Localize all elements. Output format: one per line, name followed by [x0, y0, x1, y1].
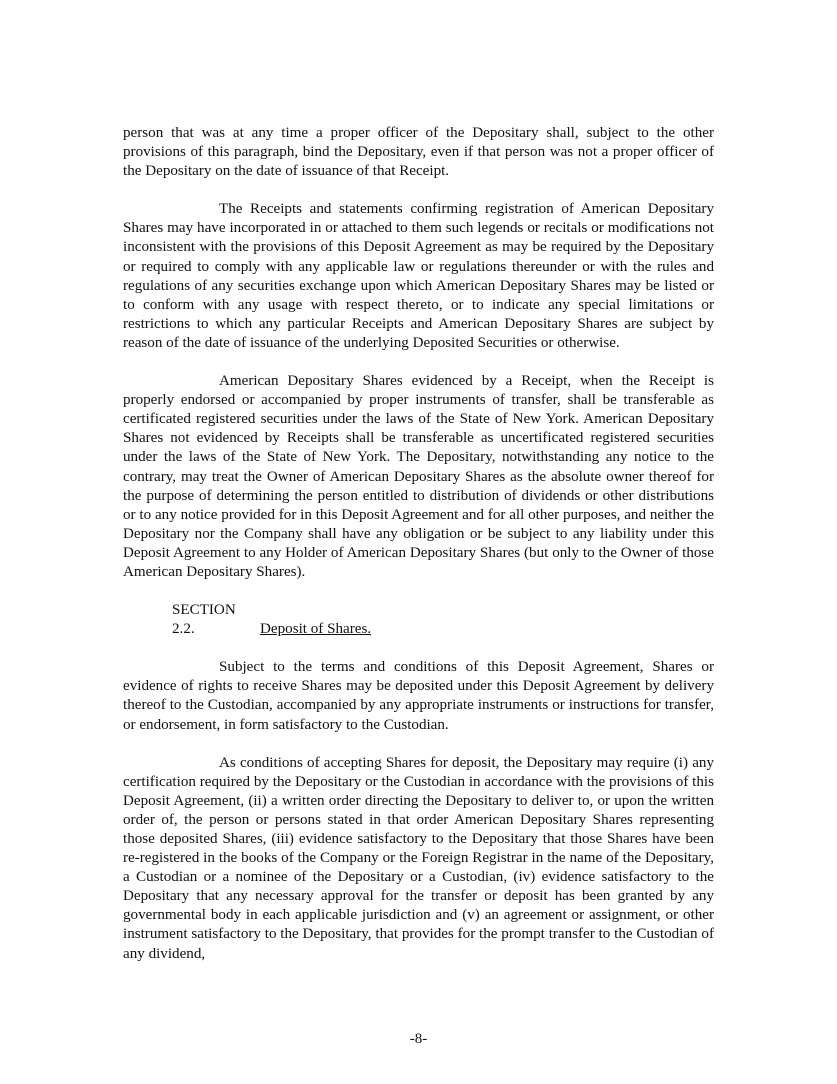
- section-heading: [123, 601, 714, 639]
- section-title: Deposit of Shares.: [260, 621, 372, 638]
- paragraph-transferability: American Depositary Shares evidenced by a Receipt, when the Receipt is properly endorsed or accompanied by proper instruments of transfer, shall be transferable as certificated registered securities under the laws of the State of New York. American Depositary Shares not evidenced by Receipts shall be transferable as uncertificated registered securities under the laws of the State of New York. The Depositary, notwithstanding any notice to the contrary, may treat the Owner of American Depositary Shares as the absolute owner thereof for the purpose of determining the person entitled to distribution of dividends or other distributions or to any notice provided for in this Deposit Agreement and for all other purposes, and neither the Depositary nor the Company shall have any obligation or be subject to any liability under this Deposit Agreement to any Holder of American Depositary Shares (but only to the Owner of those American Depositary Shares).: [123, 373, 714, 580]
- document-page: [123, 124, 714, 964]
- paragraph-deposit-terms: Subject to the terms and conditions of this Deposit Agreement, Shares or evidence of rights to receive Shares may be deposited under this Deposit Agreement by delivery thereof to the Custodian, accompanied by any appropriate instruments or instructions for transfer, or endorsement, in form satisfactory to the Custodian.: [123, 659, 714, 733]
- paragraph-officer-binding: person that was at any time a proper officer of the Depositary shall, subject to the other provisions of this paragraph, bind the Depositary, even if that person was not a proper officer of the Depositary on the date of issuance of that Receipt.: [123, 125, 714, 180]
- paragraph-receipt-legends: The Receipts and statements confirming registration of American Depositary Shares may have incorporated in or attached to them such legends or recitals or modifications not inconsistent with the provisions of this Deposit Agreement as may be required by the Depositary or required to comply with any applicable law or regulations thereunder or with the rules and regulations of any securities exchange upon which American Depositary Shares may be listed or to conform with any usage with respect thereto, or to indicate any special limitations or restrictions to which any particular Receipts and American Depositary Shares are subject by reason of the date of issuance of the underlying Deposited Securities or otherwise.: [123, 201, 714, 351]
- section-number: SECTION 2.2.: [172, 602, 236, 638]
- page-number: -8-: [409, 1031, 428, 1047]
- paragraph-deposit-conditions: As conditions of accepting Shares for deposit, the Depositary may require (i) any certification required by the Depositary or the Custodian in accordance with the provisions of this Deposit Agreement, (ii) a written order directing the Depositary to deliver to, or upon the written order of, the person or persons stated in that order American Depositary Shares representing those deposited Shares, (iii) evidence satisfactory to the Depositary that those Shares have been re-registered in the books of the Company or the Foreign Registrar in the name of the Depositary, a Custodian or a nominee of the Depositary or a Custodian, (iv) evidence satisfactory to the Depositary that any necessary approval for the transfer or deposit has been granted by any governmental body in each applicable jurisdiction and (v) an agreement or assignment, or other instrument satisfactory to the Depositary, that provides for the prompt transfer to the Custodian of any dividend,: [123, 754, 714, 962]
